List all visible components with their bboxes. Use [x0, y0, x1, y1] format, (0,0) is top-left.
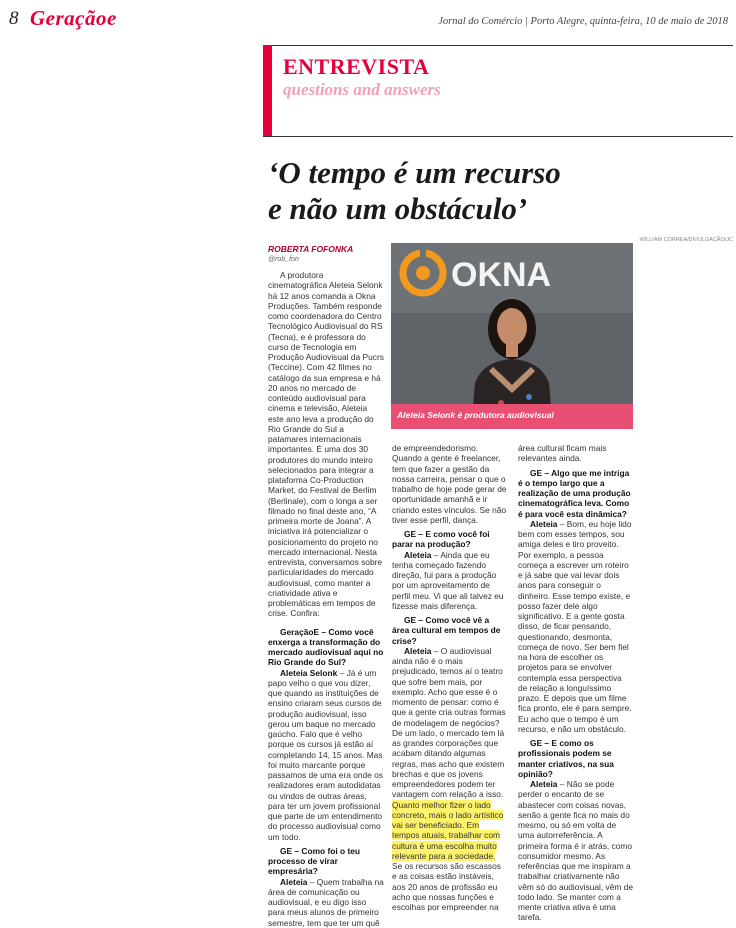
- highlighted-quote: Quanto melhor fizer o lado concreto, mais o lado artístico vai ser beneficiado. Em tempos atuais, trabalhar com cultura é uma escolha muito relevante para a sociedade.: [392, 799, 504, 861]
- answer-4: [392, 646, 507, 913]
- publication-logo: Geraçãoe: [30, 6, 117, 30]
- headline-line-2: e não um obstáculo’: [268, 191, 528, 226]
- article-intro: A produtora cinematográfica Aleteia Selonk há 12 anos comanda a Okna Produções. Também responde como coordenadora do Centro Tecnológico Audiovisual do RS (Tecna), e é professora do curso de Tecnologia em Produção Audiovisual da Pucrs (Teccine). Com 42 filmes no catálogo da sua empresa e há 20 anos no mercado de conteúdo audiovisual para cinema e televisão, Aleteia este ano leva a produção do Rio Grande do Sul a patamares internacionais importantes. É uma dos 30 produtores do mundo inteiro selecionados para integrar a plataforma Co-Production Market, do Festival de Berlim (Berlinale), com o longa a ser filmado no final deste ano, “A primeira morte de Joana”. A iniciativa irá potencializar o posicionamento do projeto no mercado internacional. Nesta entrevista, conversamos sobre particularidades do mercado audiovisual, como manter a criatividade ativa e problemáticas em tempos de crise. Confira:: [268, 270, 384, 619]
- answer-4-continued: área cultural ficam mais relevantes ainda.: [518, 443, 607, 464]
- answer-3: [392, 550, 507, 612]
- section-rule: [263, 136, 733, 137]
- interview-photo: [391, 243, 633, 429]
- photo-caption: Aleteia Selonk é produtora audiovisual: [397, 410, 554, 420]
- page-number: 8: [9, 8, 19, 29]
- answer-6: [518, 779, 633, 923]
- accent-bar: [263, 45, 272, 136]
- photo-illustration: [391, 243, 633, 429]
- answer-1-text: – Já é um papo velho o que vou dizer, que quando as instituições de ensino criaram seus cursos de produção audiovisual, isso gerou um baque no mercado gaúcho. Falo que é velho porque os cursos já estão aí completando 14, 15 anos. Mas foi muito marcante porque passamos de uma era onde os realizadores eram autodidatas ou vindos de outras áreas, para ter um jovem profissional que parte de um entendimento do processo audiovisual como um todo.: [268, 667, 383, 842]
- photo-credit: WILLIAM CORREA/DIVULGAÇÃO/JC: [639, 237, 733, 243]
- question-5: GE – Algo que me intriga é o tempo largo que a realização de uma produção cinematográfica leva. Como é para você esta dinâmica?: [518, 467, 631, 519]
- question-4: GE – Como você vê a área cultural em tempos de crise?: [392, 615, 501, 646]
- section-subtitle: questions and answers: [283, 80, 441, 99]
- top-rule: [263, 45, 733, 46]
- article-column-2: [392, 443, 507, 912]
- answer-1: [268, 668, 384, 842]
- answer-2: [268, 877, 384, 928]
- question-6: GE – E como os profissionais podem se manter criativos, na sua opinião?: [518, 738, 614, 779]
- answer-5-text: – Bom, eu hoje lido bem com esses tempos, sou amiga deles e tiro proveito. Por exemplo, a pessoa começa a escrever um roteiro e já sabe que vai levar dois anos para conseguir o dinheiro. Esse tempo existe, e posso fazer dele algo significativo. E a gente gosta disso, de ficar pensando, questionando, desmonta, começa de novo. Ser bem fiel na hora de escolher os projetos para se envolver contempla essa perspectiva de relação a longuíssimo prazo. E depois que um filme fica pronto, ele é para sempre. Eu acho que o tempo é um recurso, e não um obstáculo.: [518, 518, 632, 734]
- answer-1-speaker: Aleteia Selonk: [280, 667, 338, 678]
- answer-4-text-end: Se os recursos são escassos e as coisas estão instáveis, aos 20 anos de profissão eu acho que nossas funções e escolhas por empreender na: [392, 861, 501, 912]
- answer-6-speaker: Aleteia: [530, 779, 558, 789]
- byline-handle: @rob_fon: [268, 256, 299, 263]
- answer-2-continued: de empreendedorismo. Quando a gente é freelancer, tem que fazer a gestão da nossa carreira, pensar o que o trabalho de hoje pode gerar de oportunidade amanhã e ir criando estes vínculos. Se não tiver esse perfil, dança.: [392, 443, 507, 525]
- answer-4-text: – O audiovisual ainda não é o mais prejudicado, temos aí o teatro que sofre bem mais, por exemplo. Acho que esse é o momento de pensar: como é que a gente cria outras formas de modelagem de negócios? De um lado, o mercado tem lá as grandes corporações que acabam ditando algumas regras, mas acho que existem brechas e que os jovens empreendedores podem ter vantagem com relação a isso.: [392, 645, 506, 800]
- article-column-3: [518, 443, 633, 923]
- answer-5-speaker: Aleteia: [530, 518, 558, 529]
- answer-3-text: – Ainda que eu tenha começado fazendo direção, fui para a produção por um aproveitamento de perfil meu. Vi que ali talvez eu fizesse mais diferença.: [392, 549, 504, 611]
- answer-2-text: – Quem trabalha na área de comunicação ou audiovisual, e eu digo isso para meus alunos de primeiro semestre, tem que ter um quê: [268, 876, 384, 928]
- byline-author: ROBERTA FOFONKA: [268, 244, 354, 254]
- headline: [268, 155, 728, 227]
- question-2: GE – Como foi o teu processo de virar empresária?: [268, 845, 361, 877]
- question-1: GeraçãoE – Como você enxerga a transformação do mercado audiovisual aqui no Rio Grande do Sul?: [268, 626, 384, 668]
- answer-4-speaker: Aleteia: [404, 645, 432, 656]
- headline-line-1: ‘O tempo é um recurso: [268, 155, 561, 190]
- answer-3-speaker: Aleteia: [404, 549, 432, 560]
- answer-5: [518, 519, 633, 734]
- section-title: ENTREVISTA: [283, 54, 430, 79]
- article-column-1: [268, 270, 384, 928]
- answer-6-text: – Não se pode perder o encanto de se abastecer com coisas novas, senão a gente fica no mais do mesmo, ou só em volta de uma autorreferência. A primeira forma é ir atrás, como consumidor mesmo. As referências que me inspiram a trabalhar criativamente não vêm só do audiovisual, vêm de todo lado. Se manter com a mente criativa ativa é uma tarefa.: [518, 779, 633, 923]
- masthead: Jornal do Comércio | Porto Alegre, quinta-feira, 10 de maio de 2018: [438, 16, 728, 27]
- question-3: GE – E como você foi parar na produção?: [392, 529, 490, 550]
- okna-logo-text: OKNA: [451, 256, 552, 294]
- answer-2-speaker: Aleteia: [280, 876, 308, 887]
